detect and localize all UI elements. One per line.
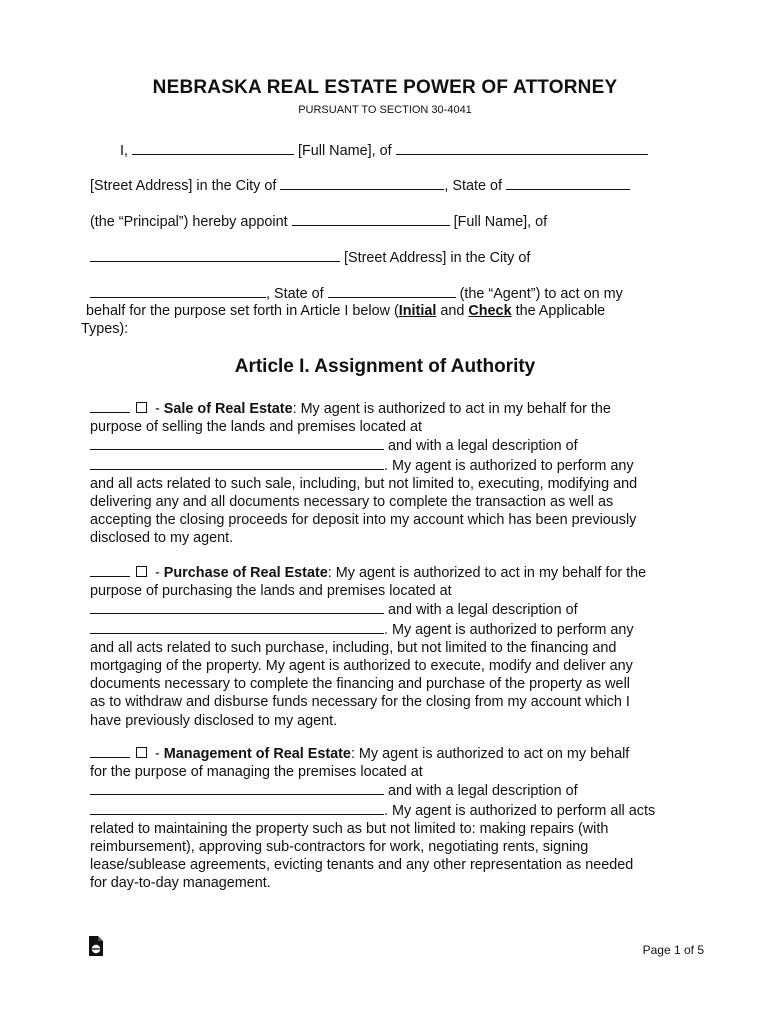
initial-emphasis: Initial: [398, 303, 437, 319]
sale-text: . My agent is authorized to perform any: [384, 457, 634, 474]
agent-name-field[interactable]: [292, 212, 450, 226]
management-text: reimbursement), approving sub-contractors for work, negotiating rents, signing: [90, 839, 589, 856]
purchase-legal-description-field[interactable]: [90, 620, 384, 634]
intro-text: , State of: [444, 178, 502, 194]
intro-line-1: [120, 141, 648, 160]
sale-text: accepting the closing proceeds for deposit into my account which has been previously: [90, 512, 637, 529]
intro-text: the Applicable: [511, 303, 606, 319]
management-checkbox[interactable]: [136, 747, 147, 758]
sale-checkbox[interactable]: [136, 402, 147, 413]
principal-address-field[interactable]: [396, 141, 648, 155]
sale-legal-description-field[interactable]: [90, 456, 384, 470]
purchase-text: . My agent is authorized to perform any: [384, 621, 634, 638]
purchase-text: documents necessary to complete the financing and purchase of the property as well: [90, 676, 630, 693]
purchase-text: have previously disclosed to my agent.: [90, 712, 338, 729]
intro-line-2: [90, 176, 630, 195]
intro-text: I,: [120, 143, 128, 159]
intro-line-4: [90, 248, 530, 267]
intro-text: [Street Address] in the City of: [90, 178, 277, 194]
management-text: : My agent is authorized to act on my behalf: [350, 746, 630, 762]
eforms-logo-icon: [88, 935, 104, 957]
purchase-heading: Purchase of Real Estate: [163, 565, 328, 581]
purchase-location-field[interactable]: [90, 600, 384, 614]
intro-text: [Street Address] in the City of: [344, 250, 531, 266]
intro-line-5: [90, 284, 623, 303]
sale-text: purpose of selling the lands and premises located at: [90, 419, 422, 436]
intro-text: behalf for the purpose set forth in Article I below (: [86, 303, 399, 319]
intro-line-3: [90, 212, 547, 231]
check-emphasis: Check: [468, 303, 512, 319]
agent-state-field[interactable]: [328, 284, 456, 298]
management-text: and with a legal description of: [384, 783, 578, 800]
management-text: lease/sublease agreements, evicting tenants and any other representation as needed: [90, 857, 634, 874]
intro-line-6: [86, 302, 605, 320]
intro-line-7: Types):: [81, 321, 129, 337]
sale-heading: Sale of Real Estate: [163, 401, 293, 417]
management-text: . My agent is authorized to perform all acts: [384, 802, 656, 819]
purchase-text: and with a legal description of: [384, 602, 578, 619]
intro-text: (the “Principal”) hereby appoint: [90, 214, 288, 230]
dash-text: -: [151, 746, 164, 762]
purchase-text: and all acts related to such purchase, including, but not limited to the financing and: [90, 639, 617, 656]
management-initial-field[interactable]: [90, 744, 130, 758]
dash-text: -: [151, 565, 164, 581]
purchase-text: purpose of purchasing the lands and premises located at: [90, 583, 452, 600]
sale-text: and with a legal description of: [384, 438, 578, 455]
principal-city-field[interactable]: [280, 176, 444, 190]
page-title: NEBRASKA REAL ESTATE POWER OF ATTORNEY: [152, 77, 618, 98]
section-purchase: [90, 563, 690, 730]
sale-initial-field[interactable]: [90, 399, 130, 413]
agent-address-field[interactable]: [90, 248, 340, 262]
principal-name-field[interactable]: [132, 141, 294, 155]
page-subtitle: PURSUANT TO SECTION 30-4041: [298, 104, 472, 116]
section-sale: [90, 399, 690, 548]
management-legal-description-field[interactable]: [90, 801, 384, 815]
purchase-text: as to withdraw and disburse funds necessary for the closing from my account which I: [90, 694, 630, 711]
intro-text: [Full Name], of: [453, 214, 548, 230]
sale-text: disclosed to my agent.: [90, 530, 234, 547]
principal-state-field[interactable]: [506, 176, 630, 190]
intro-text: (the “Agent”) to act on my: [459, 286, 623, 302]
sale-text: delivering any and all documents necessary to complete the transaction as well as: [90, 494, 614, 511]
section-management: [90, 744, 690, 893]
management-text: for day-to-day management.: [90, 875, 271, 892]
intro-text: [Full Name], of: [298, 143, 392, 159]
purchase-text: : My agent is authorized to act in my behalf for the: [327, 565, 647, 581]
agent-city-field[interactable]: [90, 284, 266, 298]
dash-text: -: [151, 401, 164, 417]
article-heading: Article I. Assignment of Authority: [234, 356, 536, 377]
intro-text: and: [436, 303, 469, 319]
purchase-checkbox[interactable]: [136, 566, 147, 577]
management-location-field[interactable]: [90, 781, 384, 795]
management-text: for the purpose of managing the premises located at: [90, 764, 423, 781]
purchase-initial-field[interactable]: [90, 563, 130, 577]
management-text: related to maintaining the property such as but not limited to: making repairs (with: [90, 820, 609, 837]
sale-location-field[interactable]: [90, 436, 384, 450]
sale-text: : My agent is authorized to act in my behalf for the: [292, 401, 611, 417]
intro-text: , State of: [266, 286, 324, 302]
page-number: Page 1 of 5: [642, 943, 704, 957]
sale-text: and all acts related to such sale, including, but not limited to, executing, modifying and: [90, 475, 638, 492]
management-heading: Management of Real Estate: [163, 746, 351, 762]
purchase-text: mortgaging of the property. My agent is authorized to execute, modify and deliver any: [90, 658, 633, 675]
